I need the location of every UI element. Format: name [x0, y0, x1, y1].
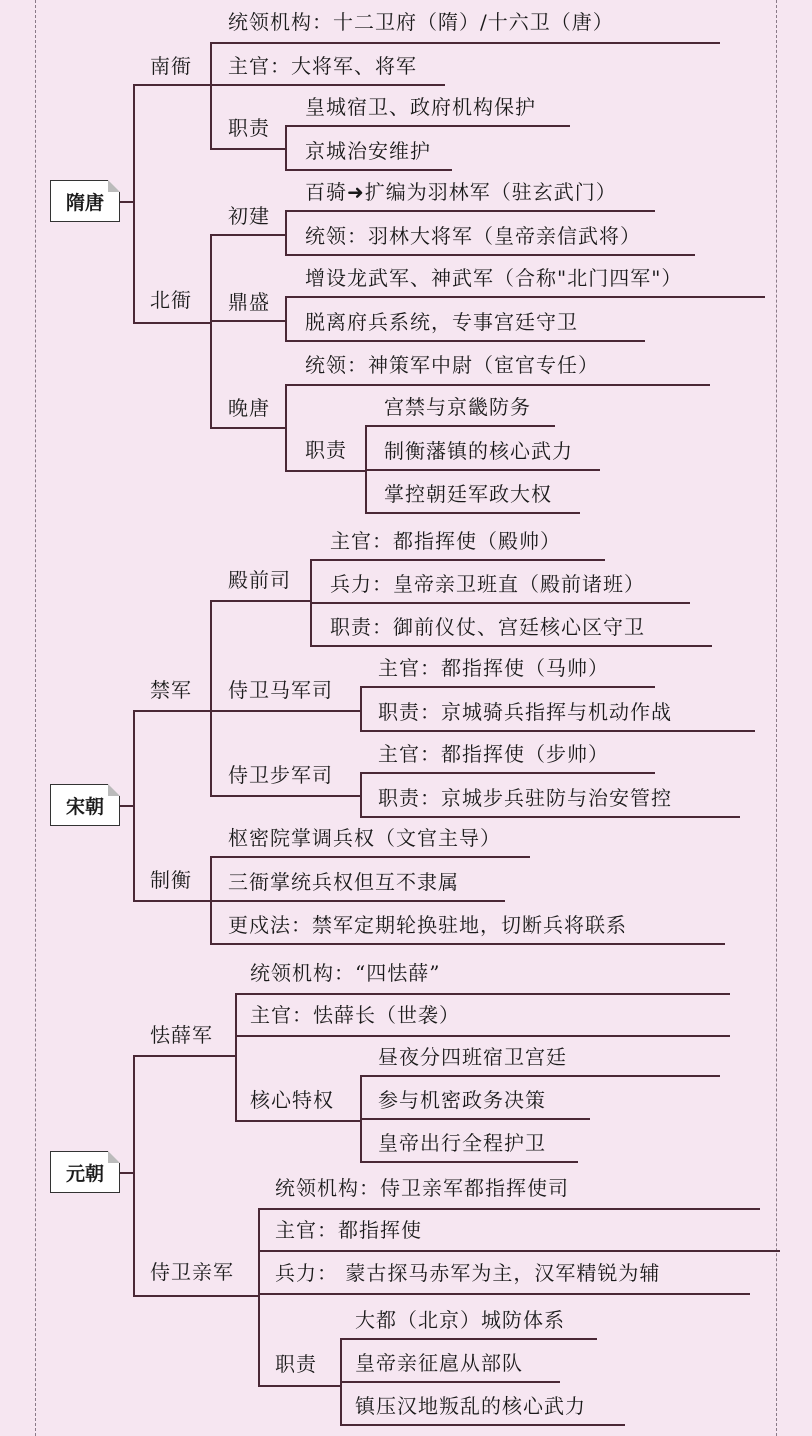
- leaf-text: 大都（北京）城防体系: [355, 1308, 565, 1332]
- leaf-text: 增设龙武军、神武军（合称"北门四军"）: [305, 266, 683, 290]
- item-underline: [340, 1424, 625, 1426]
- section-spine: [133, 710, 135, 900]
- branch-line: [258, 1208, 260, 1385]
- item-underline: [365, 425, 555, 427]
- branch-line: [210, 234, 285, 236]
- branch-line: [210, 320, 285, 322]
- item-spine: [285, 296, 287, 340]
- item-underline: [310, 645, 712, 647]
- leaf-text: 统领机构：侍卫亲军都指挥使司: [275, 1176, 569, 1200]
- branch-underline: [133, 710, 210, 712]
- branch-line: [235, 1120, 360, 1122]
- leaf-text: 主官：都指挥使（马帅）: [378, 656, 609, 680]
- group-label: 晚唐: [228, 396, 270, 420]
- branch-line: [235, 1035, 730, 1037]
- branch-line: [258, 1208, 760, 1210]
- branch-label: 禁军: [150, 678, 192, 702]
- leaf-text: 皇帝亲征扈从部队: [355, 1351, 523, 1375]
- branch-label: 南衙: [150, 54, 192, 78]
- leaf-text: 掌控朝廷军政大权: [384, 482, 552, 506]
- root-connector: [120, 201, 133, 203]
- item-underline: [340, 1381, 560, 1383]
- leaf-text: 参与机密政务决策: [378, 1088, 546, 1112]
- leaf-text: 主官：大将军、将军: [228, 54, 417, 78]
- item-spine: [360, 686, 362, 730]
- root-yuan: 元朝: [50, 1151, 120, 1193]
- group-label: 职责: [228, 116, 270, 140]
- leaf-text: 宫禁与京畿防务: [384, 395, 531, 419]
- item-spine: [285, 210, 287, 254]
- leaf-text: 三衙掌统兵权但互不隶属: [228, 870, 459, 894]
- group-label: 侍卫马军司: [228, 678, 333, 702]
- item-underline: [360, 1161, 578, 1163]
- leaf-text: 百骑➜扩编为羽林军（驻玄武门）: [305, 180, 617, 204]
- branch-line: [210, 234, 212, 427]
- branch-line: [258, 1293, 750, 1295]
- leaf-text: 兵力：皇帝亲卫班直（殿前诸班）: [330, 572, 645, 596]
- section-spine: [133, 1055, 135, 1295]
- branch-line: [210, 600, 212, 795]
- item-underline: [285, 169, 452, 171]
- branch-line: [210, 600, 310, 602]
- leaf-text: 镇压汉地叛乱的核心武力: [355, 1394, 586, 1418]
- leaf-text: 职责：京城骑兵指挥与机动作战: [378, 700, 672, 724]
- item-underline: [310, 559, 605, 561]
- leaf-text: 职责：京城步兵驻防与治安管控: [378, 786, 672, 810]
- item-spine: [360, 772, 362, 816]
- item-underline: [285, 254, 695, 256]
- leaf-text: 主官：都指挥使（殿帅）: [330, 529, 561, 553]
- leaf-text: 统领：羽林大将军（皇帝亲信武将）: [305, 224, 641, 248]
- leaf-text: 主官：都指挥使（步帅）: [378, 742, 609, 766]
- branch-label: 制衡: [150, 868, 192, 892]
- leaf-text: 昼夜分四班宿卫宫廷: [378, 1045, 567, 1069]
- branch-underline: [133, 1055, 235, 1057]
- leaf-text: 脱离府兵系统，专事宫廷守卫: [305, 310, 578, 334]
- root-connector: [120, 805, 133, 807]
- branch-line: [210, 42, 720, 44]
- group-label: 侍卫步军司: [228, 763, 333, 787]
- branch-line: [210, 148, 285, 150]
- item-underline: [360, 816, 740, 818]
- branch-line: [210, 710, 360, 712]
- branch-line: [285, 384, 710, 386]
- leaf-text: 制衡藩镇的核心武力: [384, 439, 573, 463]
- item-underline: [360, 730, 755, 732]
- item-underline: [285, 340, 645, 342]
- item-underline: [360, 1118, 590, 1120]
- item-underline: [360, 772, 655, 774]
- group-label: 初建: [228, 204, 270, 228]
- branch-label: 侍卫亲军: [150, 1260, 234, 1284]
- leaf-text: 主官：怯薛长（世袭）: [250, 1003, 460, 1027]
- group-label: 鼎盛: [228, 290, 270, 314]
- leaf-text: 兵力： 蒙古探马赤军为主，汉军精锐为辅: [275, 1261, 661, 1285]
- item-underline: [310, 602, 690, 604]
- branch-underline: [133, 900, 210, 902]
- item-underline: [365, 512, 580, 514]
- item-underline: [210, 943, 725, 945]
- item-underline: [285, 210, 655, 212]
- section-spine: [133, 84, 135, 322]
- leaf-text: 更戍法：禁军定期轮换驻地，切断兵将联系: [228, 913, 627, 937]
- item-underline: [285, 296, 765, 298]
- group-label: 职责: [305, 438, 347, 462]
- branch-line: [258, 1250, 780, 1252]
- branch-line: [258, 1385, 340, 1387]
- root-connector: [120, 1172, 133, 1174]
- item-underline: [210, 856, 530, 858]
- root-suitang: 隋唐: [50, 180, 120, 222]
- leaf-text: 京城治安维护: [305, 139, 431, 163]
- branch-underline: [133, 322, 210, 324]
- leaf-text: 统领：神策军中尉（宦官专任）: [305, 353, 599, 377]
- branch-line: [285, 470, 365, 472]
- leaf-text: 枢密院掌调兵权（文官主导）: [228, 826, 501, 850]
- leaf-text: 皇帝出行全程护卫: [378, 1131, 546, 1155]
- item-underline: [360, 1075, 720, 1077]
- group-label: 核心特权: [250, 1088, 334, 1112]
- branch-label: 怯薛军: [150, 1023, 213, 1047]
- leaf-text: 统领机构：十二卫府（隋）/十六卫（唐）: [228, 10, 614, 34]
- leaf-text: 统领机构：“四怯薛”: [250, 961, 441, 985]
- branch-label: 北衙: [150, 288, 192, 312]
- root-song: 宋朝: [50, 784, 120, 826]
- leaf-text: 皇城宿卫、政府机构保护: [305, 95, 536, 119]
- branch-line: [235, 993, 730, 995]
- branch-line: [210, 427, 285, 429]
- branch-underline: [133, 84, 210, 86]
- item-underline: [365, 469, 600, 471]
- branch-line: [210, 42, 212, 148]
- group-label: 职责: [275, 1352, 317, 1376]
- branch-line: [210, 84, 445, 86]
- group-label: 殿前司: [228, 568, 291, 592]
- item-underline: [360, 686, 655, 688]
- item-underline: [210, 900, 505, 902]
- item-underline: [285, 125, 570, 127]
- leaf-text: 职责：御前仪仗、宫廷核心区守卫: [330, 615, 645, 639]
- branch-line: [285, 384, 287, 470]
- item-spine: [285, 125, 287, 169]
- leaf-text: 主官：都指挥使: [275, 1218, 422, 1242]
- branch-line: [235, 993, 237, 1120]
- branch-underline: [133, 1295, 258, 1297]
- branch-line: [210, 795, 360, 797]
- item-underline: [340, 1338, 597, 1340]
